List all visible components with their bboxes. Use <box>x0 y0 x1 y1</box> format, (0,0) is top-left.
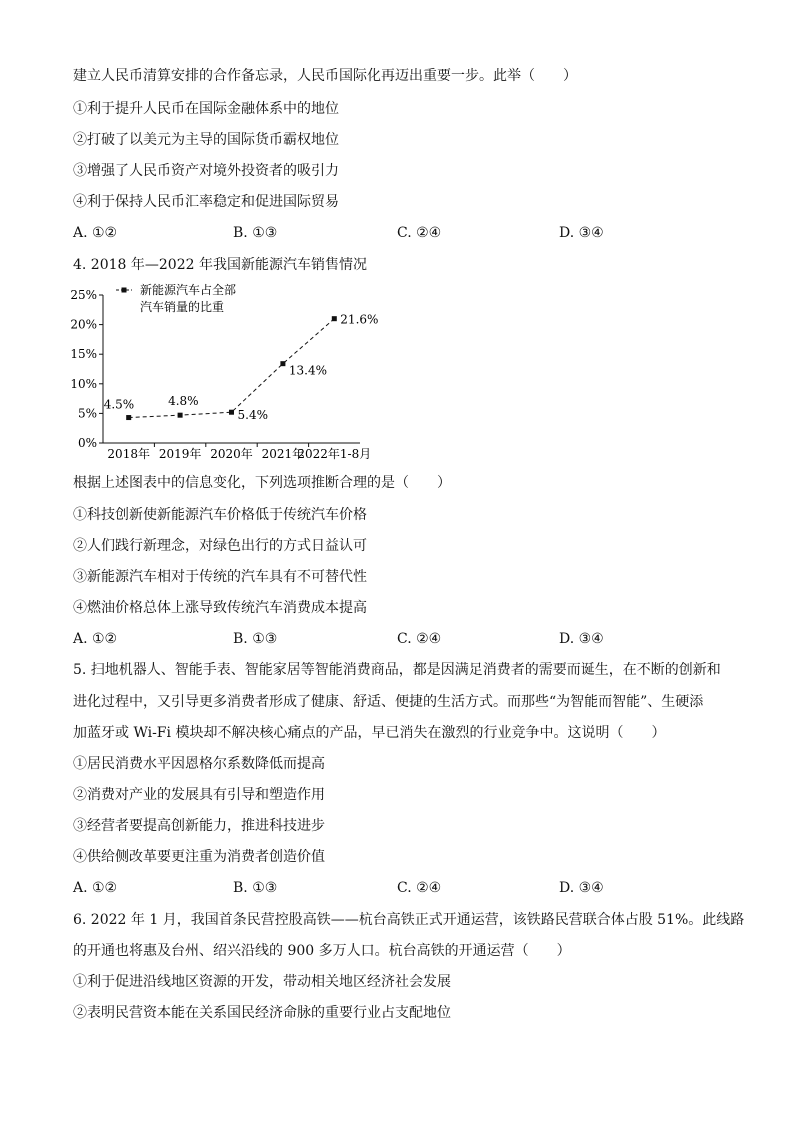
q5-option-a: A. ①② <box>73 880 118 896</box>
q6-stem-line-2: 的开通也将惠及台州、绍兴沿线的 900 多万人口。杭台高铁的开通运营（ ） <box>73 943 571 959</box>
y-tick-label: 20% <box>70 317 97 332</box>
data-label: 4.5% <box>103 397 135 412</box>
y-tick-label: 0% <box>77 436 97 450</box>
data-point <box>332 316 337 321</box>
q3-option-b: B. ①③ <box>233 225 278 241</box>
data-label: 13.4% <box>288 363 328 378</box>
q5-option-c: C. ②④ <box>397 880 442 896</box>
y-tick-label: 15% <box>70 347 97 362</box>
q5-stem-line-2: 进化过程中，又引导更多消费者形成了健康、舒适、便捷的生活方式。而那些“为智能而智能”、生硬添 <box>73 694 704 710</box>
q4-option-d: D. ③④ <box>559 631 604 647</box>
q4-option-a: A. ①② <box>73 631 118 647</box>
q3-item-2: ②打破了以美元为主导的国际货币霸权地位 <box>73 132 339 148</box>
data-point <box>178 413 183 418</box>
q4-option-c: C. ②④ <box>397 631 442 647</box>
q5-option-d: D. ③④ <box>559 880 604 896</box>
q5-item-1: ①居民消费水平因恩格尔系数降低而提高 <box>73 756 325 772</box>
q4-item-2: ②人们践行新理念，对绿色出行的方式日益认可 <box>73 538 367 554</box>
q5-option-b: B. ①③ <box>233 880 278 896</box>
y-tick-label: 25% <box>70 288 97 302</box>
q4-item-1: ①科技创新使新能源汽车价格低于传统汽车价格 <box>73 507 367 523</box>
x-tick-label: 2018年 <box>107 447 150 461</box>
q5-stem-line-1: 5. 扫地机器人、智能手表、智能家居等智能消费商品，都是因满足消费者的需要而诞生，在不断的创新和 <box>73 662 721 678</box>
x-tick-label: 2021年 <box>261 447 305 461</box>
q5-item-2: ②消费对产业的发展具有引导和塑造作用 <box>73 787 325 803</box>
q5-stem-line-3: 加蓝牙或 Wi-Fi 模块却不解决核心痛点的产品，早已消失在激烈的行业竞争中。这说明（ ） <box>73 725 666 741</box>
q3-option-a: A. ①② <box>73 225 118 241</box>
x-axis <box>103 443 371 461</box>
legend-text-1: 新能源汽车占全部 <box>140 283 237 297</box>
legend-square-marker <box>122 288 127 293</box>
y-axis <box>70 288 103 450</box>
q4-option-b: B. ①③ <box>233 631 278 647</box>
sales-line-chart <box>60 280 380 462</box>
q3-option-d: D. ③④ <box>559 225 604 241</box>
q4-item-4: ④燃油价格总体上涨导致传统汽车消费成本提高 <box>73 600 367 616</box>
x-tick-label: 2019年 <box>158 447 202 461</box>
data-labels <box>104 313 379 423</box>
y-tick-label: 5% <box>77 406 97 421</box>
q5-item-3: ③经营者要提高创新能力，推进科技进步 <box>73 818 325 834</box>
q3-item-3: ③增强了人民币资产对境外投资者的吸引力 <box>73 163 339 179</box>
data-label: 21.6% <box>340 312 379 327</box>
q4-item-3: ③新能源汽车相对于传统的汽车具有不可替代性 <box>73 569 367 585</box>
legend-text-2: 汽车销量的比重 <box>140 300 225 314</box>
y-tick-label: 10% <box>70 376 97 391</box>
legend <box>116 282 236 314</box>
q6-item-1: ①利于促进沿线地区资源的开发，带动相关地区经济社会发展 <box>73 974 451 990</box>
data-label: 4.8% <box>168 394 199 409</box>
data-point <box>126 415 131 420</box>
x-tick-label: 2022年1-8月 <box>297 447 372 461</box>
q3-stem-tail: 建立人民币清算安排的合作备忘录，人民币国际化再迈出重要一步。此举（ ） <box>73 68 577 84</box>
q4-title: 4. 2018 年—2022 年我国新能源汽车销售情况 <box>73 257 367 273</box>
q4-stem: 根据上述图表中的信息变化，下列选项推断合理的是（ ） <box>73 475 451 491</box>
q6-item-2: ②表明民营资本能在关系国民经济命脉的重要行业占支配地位 <box>73 1005 451 1021</box>
x-tick-label: 2020年 <box>210 447 253 461</box>
data-point <box>280 361 285 366</box>
q3-item-4: ④利于保持人民币汇率稳定和促进国际贸易 <box>73 194 339 210</box>
data-label: 5.4% <box>237 408 268 423</box>
q3-item-1: ①利于提升人民币在国际金融体系中的地位 <box>73 101 339 117</box>
q3-option-c: C. ②④ <box>397 225 442 241</box>
q5-item-4: ④供给侧改革要更注重为消费者创造价值 <box>73 849 325 865</box>
q6-stem-line-1: 6. 2022 年 1 月，我国首条民营控股高铁——杭台高铁正式开通运营，该铁路民营联合体占股 51%。此线路 <box>73 912 745 928</box>
data-point <box>229 410 234 415</box>
